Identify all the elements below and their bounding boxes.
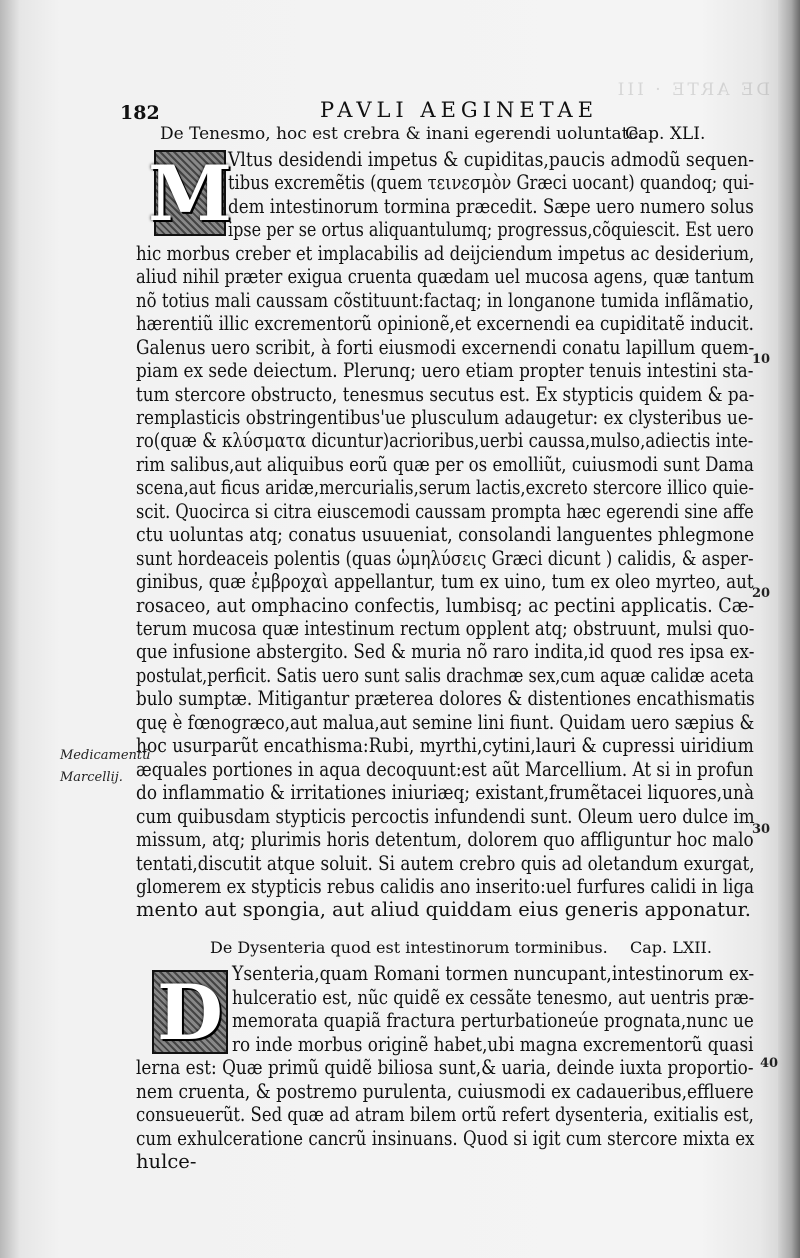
text-line: lerna est: Quæ primũ quidẽ biliosa sunt,& uaria, deinde iuxta proportio-	[136, 1056, 754, 1079]
text-line: cum quibusdam stypticis percoctis infundendi sunt. Oleum uero dulce im	[136, 804, 755, 828]
decorated-initial: D	[152, 970, 228, 1054]
text-line: mento aut spongia, aut aliud quiddam eius generis apponatur.	[136, 898, 751, 922]
running-title: PAVLI AEGINETAE	[320, 98, 599, 122]
page-number: 182	[120, 102, 160, 124]
text-line: rosaceo, aut omphacino confectis, lumbisq; ac pectini applicatis. Cæ-	[136, 593, 755, 617]
text-line: glomerem ex stypticis rebus calidis ano inserito:uel furfures calidi in liga	[136, 874, 755, 898]
text-line: missum, atq; plurimis horis detentum, dolorem quo affliguntur hoc malo	[136, 828, 754, 852]
line-number: 30	[752, 822, 771, 837]
text-line: Galenus uero scribit, à forti eiusmodi excernendi conatu lapillum quem-	[136, 335, 755, 359]
text-line: remplasticis obstringentibus'ue plusculum adaugetur: ex clysteribus ue-	[136, 405, 754, 429]
text-line: ctu uoluntas atq; conatus usuueniat, consolandi languentes phlegmone	[136, 523, 755, 547]
text-line: nem cruenta, & postremo purulenta, cuiusmodi ex cadaueribus,effluere	[136, 1079, 754, 1103]
chapter-number: Cap. LXII.	[630, 938, 712, 957]
text-line: memorata quapiã fractura perturbationeúe prognata,nunc ue	[232, 1009, 754, 1032]
text-line: tentati,discutit atque soluit. Si autem crebro quis ad oletandum exurgat,	[136, 851, 755, 875]
margin-note-line: Marcellij.	[60, 770, 123, 785]
text-line: nõ totius mali caussam cõstituunt:factaq; in longanone tumida inflãmatio,	[136, 288, 754, 312]
next-page-edge	[778, 0, 800, 1258]
show-through-text: DE ARTE · III	[614, 80, 770, 100]
text-line: hulceratio est, nũc quidẽ ex cessãte tenesmo, aut uentris præ-	[232, 985, 755, 1009]
margin-note-line: Medicamentũ	[60, 748, 151, 763]
line-number: 10	[752, 352, 771, 367]
line-number: 40	[760, 1056, 779, 1071]
text-line: ipse per se ortus aliquantulumq; progressus,cõquiescit. Est uero	[228, 218, 754, 242]
text-line: rim salibus,aut aliquibus eorũ quæ per os emolliũt, cuiusmodi sunt Dama	[136, 452, 754, 476]
text-line: ginibus, quæ ἐμβροχαὶ appellantur, tum ex uino, tum ex oleo myrteo, aut	[136, 570, 754, 594]
text-line: quę è fœnogræco,aut malua,aut semine lini fiunt. Quidam uero sæpius &	[136, 710, 755, 734]
text-line: dem intestinorum tormina præcedit. Sæpe uero numero solus	[228, 194, 754, 218]
text-line: tum stercore obstructo, tenesmus secutus est. Ex stypticis quidem & pa-	[136, 382, 755, 406]
line-number: 20	[752, 586, 771, 601]
chapter-title: De Dysenteria quod est intestinorum torminibus.	[210, 938, 608, 957]
text-line: terum mucosa quæ intestinum rectum opplent atq; obstruunt, mulsi quo-	[136, 617, 755, 640]
text-line: hulce-	[136, 1150, 197, 1173]
text-line: aliud nihil præter exigua cruenta quædam uel mucosa agens, quæ tantum	[136, 265, 755, 289]
text-line: æquales portiones in aqua decoquunt:est aũt Marcellium. At si in profun	[136, 757, 754, 781]
text-line: que infusione abstergito. Sed & muria nõ raro indita,id quod res ipsa ex-	[136, 640, 755, 664]
text-line: piam ex sede deiectum. Plerunq; uero etiam propter tenuis intestini sta-	[136, 359, 754, 383]
chapter-heading-tenesmus	[160, 124, 760, 144]
text-line: bulo sumptæ. Mitigantur præterea dolores & distentiones encathismatis	[136, 687, 755, 711]
text-line: tibus excremẽtis (quem τεινεσμὸν Græci uocant) quandoq; qui-	[228, 171, 755, 195]
text-line: consueuerũt. Sed quæ ad atram bilem ortũ refert dysenteria, exitialis est,	[136, 1103, 754, 1126]
text-line: scena,aut ficus aridæ,mercurialis,serum lactis,excreto stercore illico quie-	[136, 476, 754, 500]
text-line: do inflammatio & irritationes iniuriæq; existant,frumẽtacei liquores,unà	[136, 781, 755, 805]
text-line: sunt hordeaceis polentis (quas ὡμηλύσεις Græci dicunt ) calidis, & asper-	[136, 546, 754, 570]
text-line: hic morbus creber et implacabilis ad deijciendum impetus ac desiderium,	[136, 241, 755, 265]
text-line: ro(quæ & κλύσματα dicuntur)acrioribus,uerbi caussa,mulso,adiectis inte-	[136, 429, 754, 453]
chapter-heading-dysentery	[210, 938, 770, 957]
text-line: scit. Quocirca si citra eiuscemodi caussam prompta hæc egerendi sine affe	[136, 499, 754, 523]
text-line: hoc usurparũt encathisma:Rubi, myrthi,cytini,lauri & cupressi uiridium	[136, 734, 754, 758]
text-line: postulat,perficit. Satis uero sunt salis drachmæ sex,cum aquæ calidæ aceta	[136, 663, 754, 687]
text-line: Vltus desidendi impetus & cupiditas,paucis admodũ sequen-	[228, 148, 755, 171]
text-line: hærentiũ illic excrementorũ opinionẽ,et excernendi ea cupiditatẽ inducit.	[136, 312, 754, 336]
decorated-initial: M	[147, 148, 233, 238]
text-line: ro inde morbus originẽ habet,ubi magna excrementorũ quasi	[232, 1032, 754, 1056]
chapter-title: De Tenesmo, hoc est crebra & inani egerendi uoluntate.	[160, 124, 644, 144]
text-line: Ysenteria,quam Romani tormen nuncupant,intestinorum ex-	[232, 962, 755, 985]
chapter-number: Cap. XLI.	[625, 124, 706, 144]
text-line: cum exhulceratione cancrũ insinuans. Quod si igit cum stercore mixta ex	[136, 1126, 755, 1150]
